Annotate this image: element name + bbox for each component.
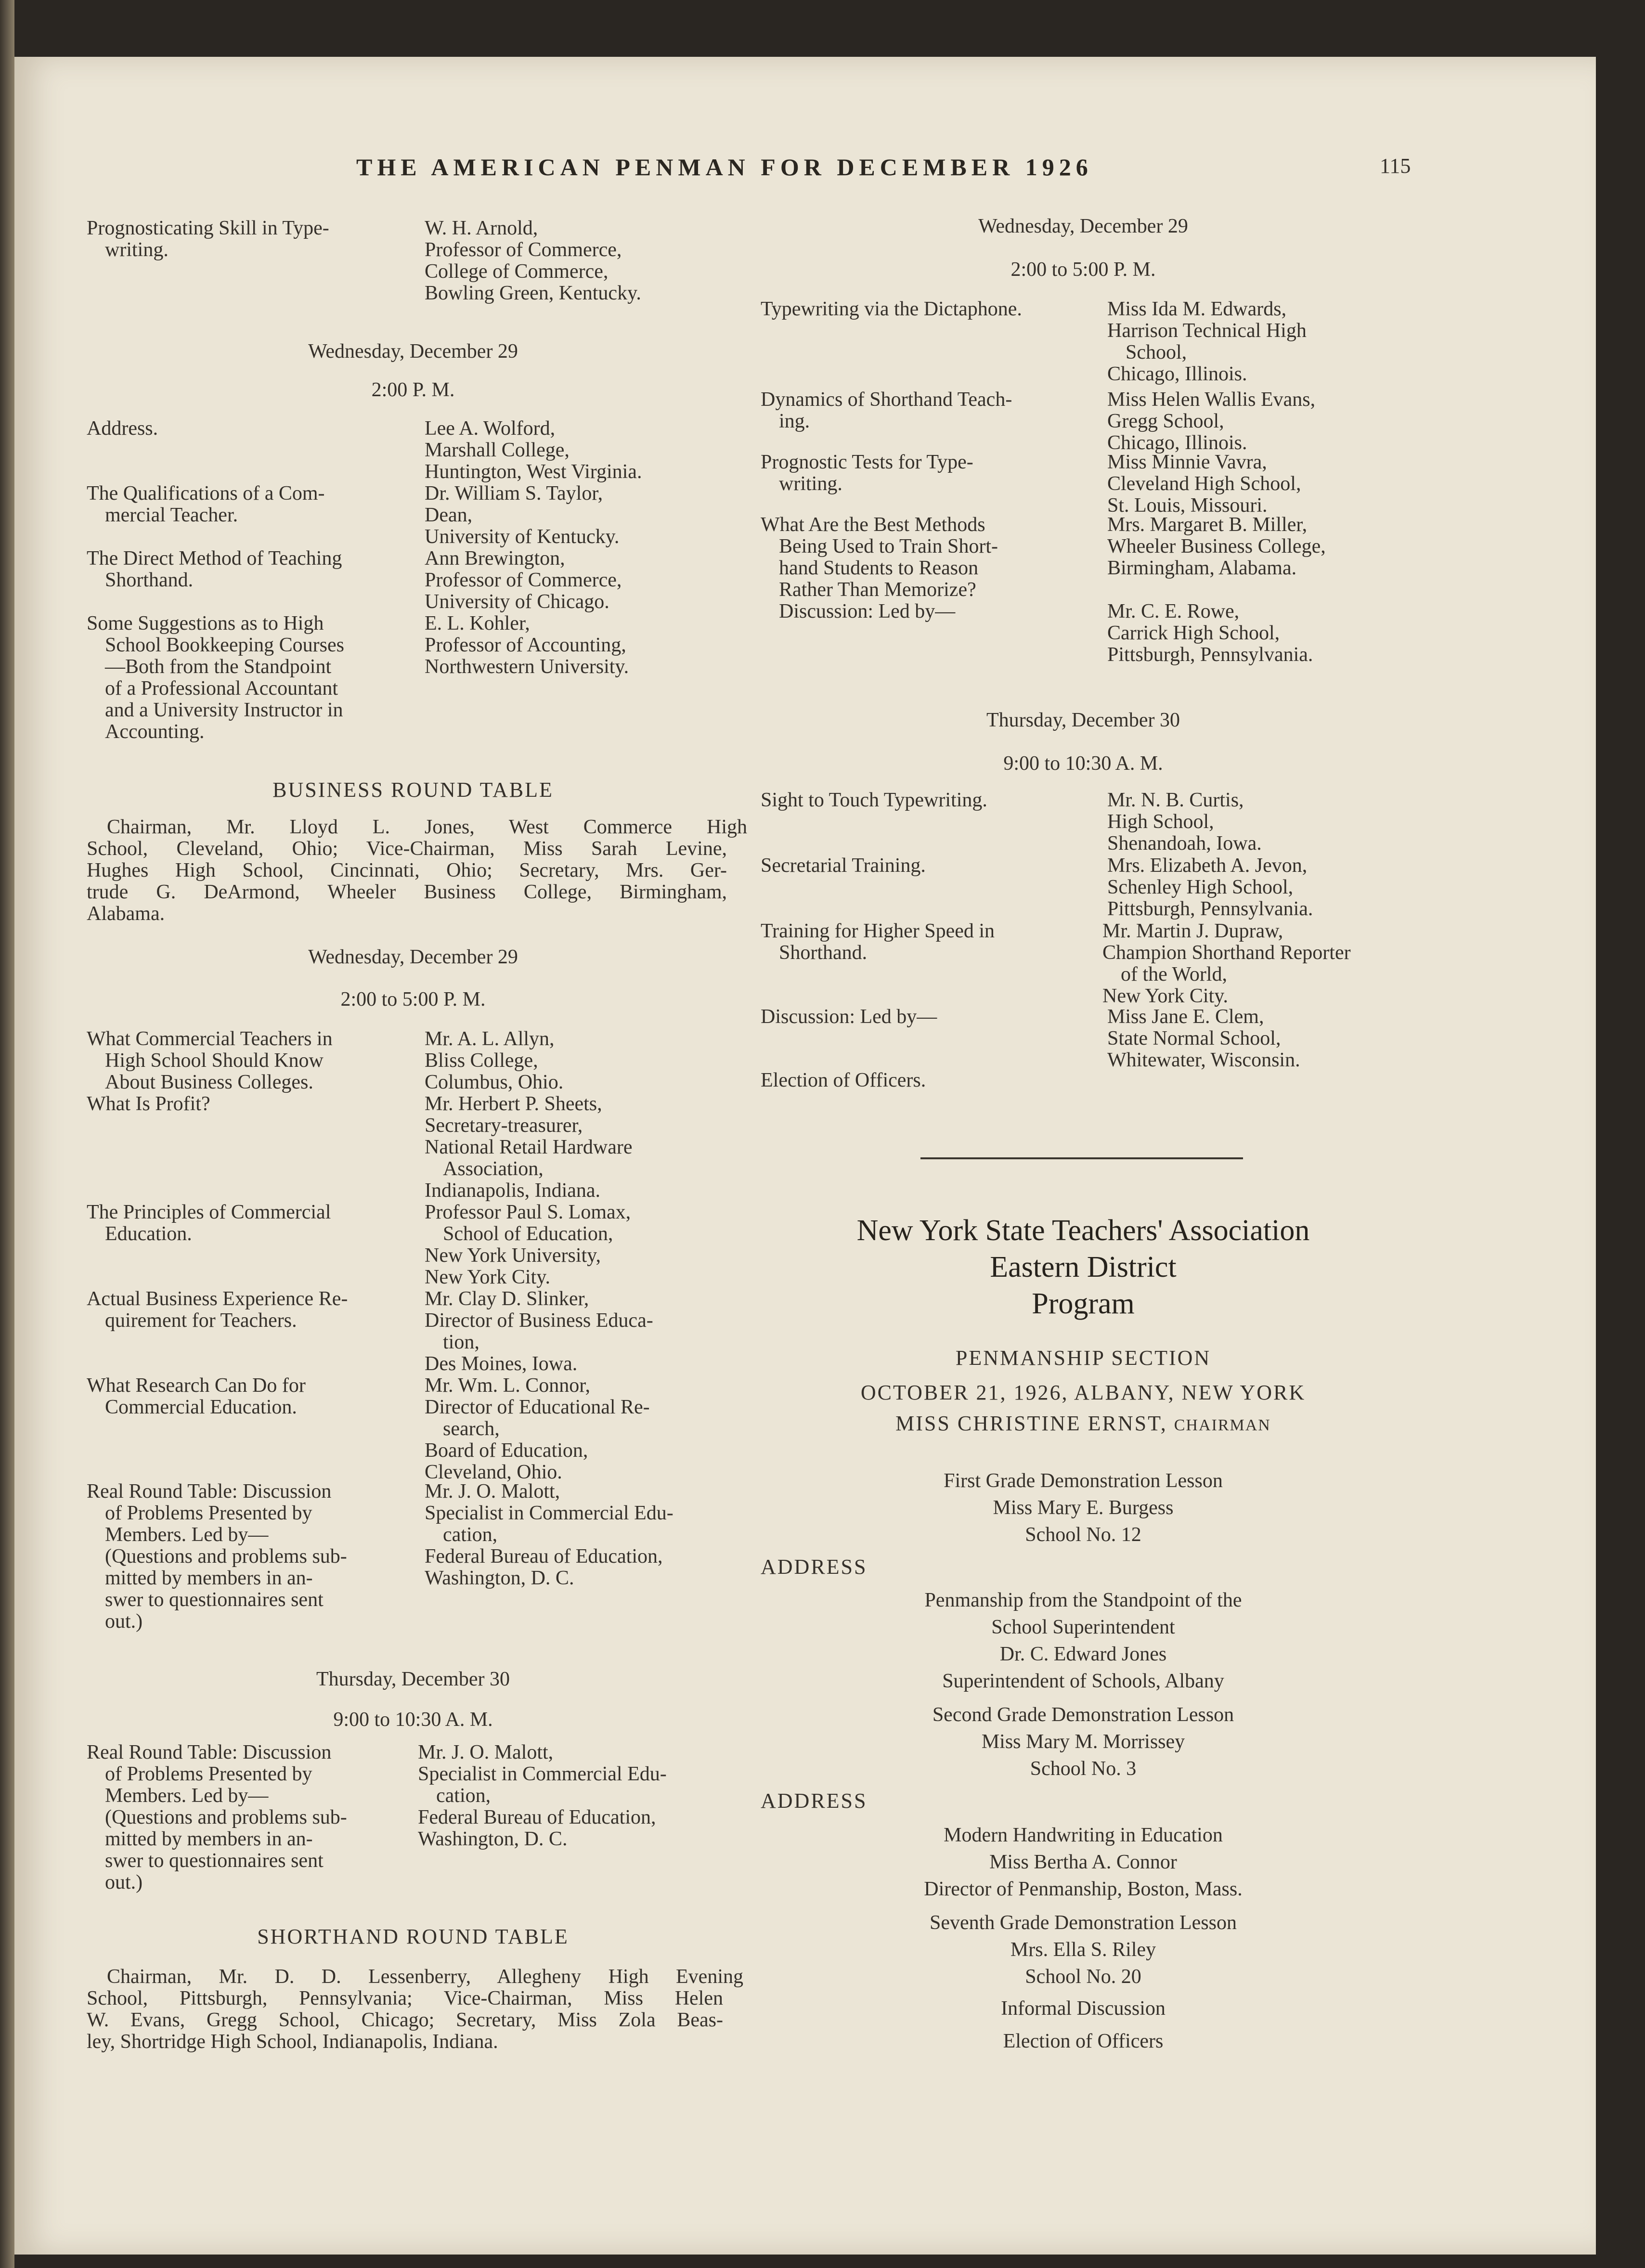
business-round-table-intro: School, Cleveland, Ohio; Vice-Chairman, Miss Sarah Levine, bbox=[87, 838, 727, 860]
program-speaker: Director of Business Educa- bbox=[425, 1309, 653, 1332]
session-day: Thursday, December 30 bbox=[316, 1668, 510, 1690]
program-topic: Members. Led by— bbox=[105, 1785, 269, 1807]
program-topic: What Research Can Do for bbox=[87, 1374, 306, 1397]
program-topic: Real Round Table: Discussion bbox=[87, 1480, 332, 1503]
program-topic: swer to questionnaires sent bbox=[105, 1850, 324, 1872]
program-speaker: Director of Educational Re- bbox=[425, 1396, 650, 1418]
program-entry: Penmanship from the Standpoint of the bbox=[924, 1589, 1242, 1611]
program-speaker: search, bbox=[443, 1418, 500, 1440]
program-speaker: E. L. Kohler, bbox=[425, 612, 530, 635]
program-speaker: Mrs. Margaret B. Miller, bbox=[1107, 514, 1308, 536]
program-speaker: Dr. William S. Taylor, bbox=[425, 482, 603, 505]
program-topic: hand Students to Reason bbox=[779, 557, 979, 579]
business-round-table-intro: Alabama. bbox=[87, 903, 165, 925]
shorthand-round-table-intro: Chairman, Mr. D. D. Lessenberry, Allegheny High Evening bbox=[107, 1966, 743, 1988]
program-entry: School No. 20 bbox=[1025, 1966, 1141, 1988]
program-speaker: Harrison Technical High bbox=[1107, 320, 1307, 342]
program-topic: Discussion: Led by— bbox=[761, 1006, 937, 1028]
program-entry: School No. 3 bbox=[1030, 1758, 1137, 1780]
program-speaker: Mr. A. L. Allyn, bbox=[425, 1028, 555, 1050]
business-round-table-intro: trude G. DeArmond, Wheeler Business College, Birmingham, bbox=[87, 881, 727, 903]
program-speaker: New York City. bbox=[1102, 985, 1228, 1007]
program-speaker: New York City. bbox=[425, 1266, 550, 1288]
program-speaker: Miss Ida M. Edwards, bbox=[1107, 298, 1287, 320]
book-spine-shadow bbox=[0, 0, 14, 2268]
program-speaker: Professor of Accounting, bbox=[425, 634, 626, 656]
program-speaker: Mr. Herbert P. Sheets, bbox=[425, 1093, 602, 1115]
program-speaker: St. Louis, Missouri. bbox=[1107, 494, 1268, 517]
program-topic: Actual Business Experience Re- bbox=[87, 1288, 348, 1310]
program-entry: School Superintendent bbox=[991, 1616, 1175, 1638]
program-speaker: Mr. J. O. Malott, bbox=[425, 1480, 560, 1503]
program-topic: out.) bbox=[105, 1610, 143, 1633]
program-speaker: Specialist in Commercial Edu- bbox=[418, 1763, 667, 1785]
shorthand-round-table-intro: W. Evans, Gregg School, Chicago; Secretary, Miss Zola Beas- bbox=[87, 2009, 723, 2031]
program-speaker: Huntington, West Virginia. bbox=[425, 461, 642, 483]
program-entry: Election of Officers bbox=[1003, 2030, 1164, 2052]
program-speaker: Schenley High School, bbox=[1107, 876, 1294, 898]
program-topic: The Direct Method of Teaching bbox=[87, 547, 342, 570]
business-round-table-intro: Hughes High School, Cincinnati, Ohio; Secretary, Mrs. Ger- bbox=[87, 859, 727, 881]
program-speaker: Whitewater, Wisconsin. bbox=[1107, 1049, 1300, 1071]
program-speaker: University of Chicago. bbox=[425, 591, 609, 613]
program-speaker: Wheeler Business College, bbox=[1107, 535, 1326, 557]
program-topic: out.) bbox=[105, 1871, 143, 1893]
program-speaker: of the World, bbox=[1121, 963, 1227, 985]
program-speaker: Miss Jane E. Clem, bbox=[1107, 1006, 1264, 1028]
program-speaker: University of Kentucky. bbox=[425, 526, 620, 548]
program-topic: Some Suggestions as to High bbox=[87, 612, 324, 635]
program-speaker: Miss Helen Wallis Evans, bbox=[1107, 389, 1316, 411]
program-speaker: Mr. Wm. L. Connor, bbox=[425, 1374, 591, 1397]
program-speaker: Chicago, Illinois. bbox=[1107, 432, 1247, 454]
program-topic: Rather Than Memorize? bbox=[779, 579, 976, 601]
program-speaker: Mrs. Elizabeth A. Jevon, bbox=[1107, 855, 1308, 877]
program-speaker: Northwestern University. bbox=[425, 656, 629, 678]
program-speaker: Federal Bureau of Education, bbox=[418, 1806, 656, 1828]
session-time: 2:00 to 5:00 P. M. bbox=[340, 988, 486, 1011]
session-time: 9:00 to 10:30 A. M. bbox=[333, 1709, 493, 1731]
chairman-title: CHAIRMAN bbox=[1174, 1416, 1271, 1434]
shorthand-round-table-heading: SHORTHAND ROUND TABLE bbox=[257, 1925, 569, 1948]
shorthand-round-table-intro: School, Pittsburgh, Pennsylvania; Vice-Chairman, Miss Helen bbox=[87, 1987, 723, 2009]
program-topic: Commercial Education. bbox=[105, 1396, 297, 1418]
program-entry: Mrs. Ella S. Riley bbox=[1010, 1939, 1156, 1961]
program-speaker: Dean, bbox=[425, 504, 473, 526]
program-speaker: Federal Bureau of Education, bbox=[425, 1545, 663, 1568]
program-speaker: Chicago, Illinois. bbox=[1107, 363, 1247, 385]
program-speaker: School, bbox=[1126, 341, 1187, 363]
program-topic: Education. bbox=[105, 1223, 192, 1245]
program-topic: Election of Officers. bbox=[761, 1069, 926, 1091]
program-topic: (Questions and problems sub- bbox=[105, 1806, 347, 1828]
running-title: THE AMERICAN PENMAN FOR DECEMBER 1926 bbox=[356, 154, 1093, 181]
program-speaker: Bowling Green, Kentucky. bbox=[425, 282, 641, 304]
program-topic: and a University Instructor in bbox=[105, 699, 343, 721]
program-speaker: Specialist in Commercial Edu- bbox=[425, 1502, 674, 1524]
program-topic: About Business Colleges. bbox=[105, 1071, 313, 1093]
program-entry: Miss Mary M. Morrissey bbox=[981, 1731, 1185, 1753]
program-entry: Director of Penmanship, Boston, Mass. bbox=[924, 1878, 1243, 1900]
program-speaker: W. H. Arnold, bbox=[425, 217, 538, 239]
program-topic: —Both from the Standpoint bbox=[105, 656, 332, 678]
program-topic: Sight to Touch Typewriting. bbox=[761, 789, 987, 811]
chairman-name: MISS CHRISTINE ERNST, bbox=[895, 1412, 1174, 1435]
program-speaker: New York University, bbox=[425, 1244, 601, 1267]
program-speaker: Board of Education, bbox=[425, 1439, 588, 1462]
section-divider-rule bbox=[920, 1157, 1243, 1159]
program-topic: of Problems Presented by bbox=[105, 1763, 312, 1785]
program-topic: ing. bbox=[779, 410, 810, 432]
session-time: 2:00 P. M. bbox=[371, 379, 455, 401]
program-label: ADDRESS bbox=[761, 1789, 868, 1813]
program-speaker: School of Education, bbox=[443, 1223, 613, 1245]
program-entry: Second Grade Demonstration Lesson bbox=[932, 1704, 1234, 1726]
program-topic: of a Professional Accountant bbox=[105, 677, 338, 700]
session-time: 9:00 to 10:30 A. M. bbox=[1003, 752, 1163, 775]
program-speaker: Mr. Clay D. Slinker, bbox=[425, 1288, 589, 1310]
program-speaker: Washington, D. C. bbox=[425, 1567, 574, 1589]
program-speaker: Cleveland, Ohio. bbox=[425, 1461, 562, 1483]
business-round-table-intro: Chairman, Mr. Lloyd L. Jones, West Commerce High bbox=[107, 816, 747, 838]
program-topic: Prognosticating Skill in Type- bbox=[87, 217, 329, 239]
program-speaker: Marshall College, bbox=[425, 439, 570, 461]
program-speaker: Washington, D. C. bbox=[418, 1828, 568, 1850]
program-topic: Members. Led by— bbox=[105, 1524, 269, 1546]
program-speaker: Lee A. Wolford, bbox=[425, 417, 556, 440]
program-speaker: Mr. C. E. Rowe, bbox=[1107, 600, 1240, 622]
program-speaker: Association, bbox=[443, 1158, 544, 1180]
program-topic: Shorthand. bbox=[105, 569, 194, 591]
program-speaker: Columbus, Ohio. bbox=[425, 1071, 564, 1093]
program-topic: What Are the Best Methods bbox=[761, 514, 985, 536]
program-topic: Accounting. bbox=[105, 721, 205, 743]
program-speaker: Des Moines, Iowa. bbox=[425, 1353, 578, 1375]
program-topic: Training for Higher Speed in bbox=[761, 920, 995, 942]
program-topic: What Commercial Teachers in bbox=[87, 1028, 333, 1050]
program-speaker: Ann Brewington, bbox=[425, 547, 565, 570]
program-speaker: cation, bbox=[436, 1785, 491, 1807]
program-topic: The Principles of Commercial bbox=[87, 1201, 331, 1223]
session-day: Wednesday, December 29 bbox=[308, 946, 518, 968]
program-entry: Miss Mary E. Burgess bbox=[993, 1497, 1174, 1519]
nysta-title: Program bbox=[1032, 1287, 1135, 1320]
program-entry: Superintendent of Schools, Albany bbox=[942, 1670, 1224, 1692]
program-topic: School Bookkeeping Courses bbox=[105, 634, 344, 656]
program-speaker: College of Commerce, bbox=[425, 260, 609, 283]
program-topic: quirement for Teachers. bbox=[105, 1309, 297, 1332]
program-topic: What Is Profit? bbox=[87, 1093, 210, 1115]
program-entry: Informal Discussion bbox=[1001, 1997, 1166, 2020]
nysta-title: Eastern District bbox=[990, 1251, 1177, 1283]
program-topic: Prognostic Tests for Type- bbox=[761, 451, 973, 473]
program-entry: First Grade Demonstration Lesson bbox=[944, 1470, 1223, 1492]
program-topic: Real Round Table: Discussion bbox=[87, 1741, 332, 1763]
program-label: ADDRESS bbox=[761, 1555, 868, 1579]
program-speaker: Shenandoah, Iowa. bbox=[1107, 832, 1262, 855]
nysta-date-place: OCTOBER 21, 1926, ALBANY, NEW YORK bbox=[860, 1381, 1306, 1404]
program-entry: School No. 12 bbox=[1025, 1524, 1141, 1546]
nysta-chairman bbox=[698, 1413, 1468, 1436]
session-day: Thursday, December 30 bbox=[986, 709, 1180, 731]
program-speaker: Birmingham, Alabama. bbox=[1107, 557, 1297, 579]
program-topic: swer to questionnaires sent bbox=[105, 1589, 324, 1611]
program-topic: Address. bbox=[87, 417, 158, 440]
program-speaker: Secretary-treasurer, bbox=[425, 1115, 583, 1137]
program-topic: High School Should Know bbox=[105, 1050, 324, 1072]
program-speaker: Professor of Commerce, bbox=[425, 569, 622, 591]
program-topic: writing. bbox=[105, 239, 168, 261]
session-time: 2:00 to 5:00 P. M. bbox=[1010, 259, 1156, 281]
program-topic: mitted by members in an- bbox=[105, 1567, 313, 1589]
program-speaker: Mr. N. B. Curtis, bbox=[1107, 789, 1244, 811]
program-entry: Miss Bertha A. Connor bbox=[989, 1851, 1177, 1873]
program-topic: Discussion: Led by— bbox=[779, 600, 956, 622]
program-topic: writing. bbox=[779, 473, 842, 495]
program-topic: (Questions and problems sub- bbox=[105, 1545, 347, 1568]
program-topic: The Qualifications of a Com- bbox=[87, 482, 325, 505]
program-speaker: Carrick High School, bbox=[1107, 622, 1280, 644]
program-speaker: Mr. Martin J. Dupraw, bbox=[1102, 920, 1283, 942]
shorthand-round-table-intro: ley, Shortridge High School, Indianapolis, Indiana. bbox=[87, 2031, 498, 2053]
page-number: 115 bbox=[1380, 154, 1411, 178]
program-topic: Being Used to Train Short- bbox=[779, 535, 998, 557]
program-topic: Shorthand. bbox=[779, 942, 868, 964]
nysta-section: PENMANSHIP SECTION bbox=[955, 1346, 1211, 1370]
session-day: Wednesday, December 29 bbox=[308, 340, 518, 363]
program-speaker: High School, bbox=[1107, 811, 1214, 833]
session-day: Wednesday, December 29 bbox=[978, 215, 1188, 237]
program-speaker: Champion Shorthand Reporter bbox=[1102, 942, 1351, 964]
program-speaker: Bliss College, bbox=[425, 1050, 538, 1072]
program-speaker: Miss Minnie Vavra, bbox=[1107, 451, 1267, 473]
program-entry: Dr. C. Edward Jones bbox=[999, 1643, 1167, 1665]
program-topic: mercial Teacher. bbox=[105, 504, 238, 526]
program-speaker: Cleveland High School, bbox=[1107, 473, 1301, 495]
business-round-table-heading: BUSINESS ROUND TABLE bbox=[272, 778, 554, 802]
nysta-title: New York State Teachers' Association bbox=[856, 1214, 1310, 1247]
program-speaker: Professor Paul S. Lomax, bbox=[425, 1201, 631, 1223]
program-speaker: Indianapolis, Indiana. bbox=[425, 1179, 601, 1202]
program-topic: mitted by members in an- bbox=[105, 1828, 313, 1850]
program-speaker: State Normal School, bbox=[1107, 1027, 1281, 1050]
program-speaker: Gregg School, bbox=[1107, 410, 1224, 432]
program-topic: Dynamics of Shorthand Teach- bbox=[761, 389, 1012, 411]
program-topic: Secretarial Training. bbox=[761, 855, 926, 877]
program-speaker: Professor of Commerce, bbox=[425, 239, 622, 261]
program-speaker: National Retail Hardware bbox=[425, 1136, 633, 1158]
program-speaker: tion, bbox=[443, 1331, 479, 1353]
program-speaker: Mr. J. O. Malott, bbox=[418, 1741, 554, 1763]
program-entry: Seventh Grade Demonstration Lesson bbox=[929, 1912, 1237, 1934]
program-speaker: cation, bbox=[443, 1524, 498, 1546]
program-topic: Typewriting via the Dictaphone. bbox=[761, 298, 1022, 320]
program-topic: of Problems Presented by bbox=[105, 1502, 312, 1524]
program-speaker: Pittsburgh, Pennsylvania. bbox=[1107, 644, 1313, 666]
program-entry: Modern Handwriting in Education bbox=[944, 1824, 1223, 1846]
program-speaker: Pittsburgh, Pennsylvania. bbox=[1107, 898, 1313, 920]
